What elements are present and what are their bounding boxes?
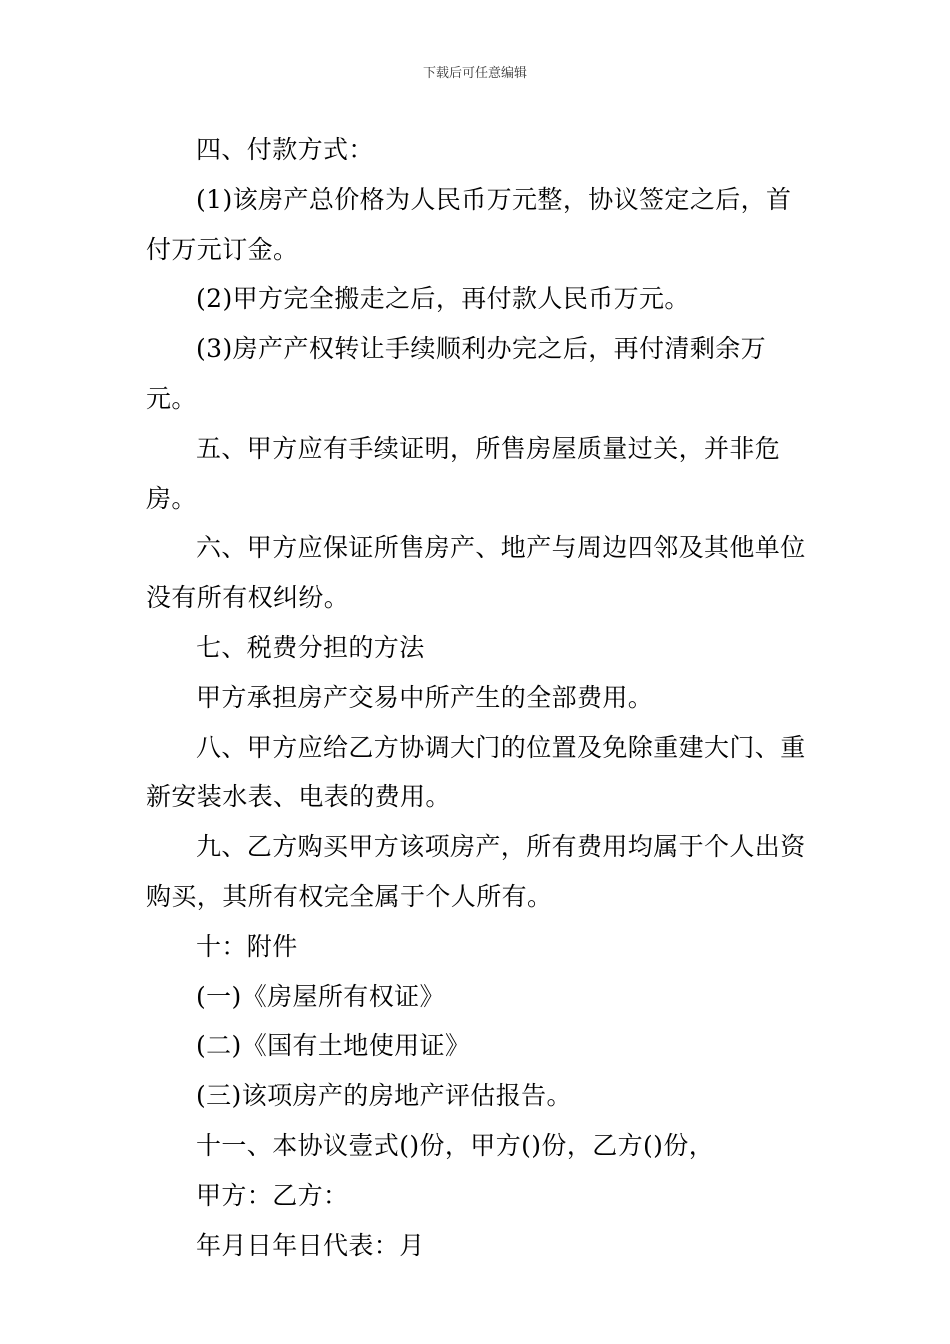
paragraph: 七、税费分担的方法 bbox=[196, 632, 425, 662]
paragraph: 九、乙方购买甲方该项房产，所有费用均属于个人出资购买，其所有权完全属于个人所有。 bbox=[146, 832, 806, 911]
paragraph: (三)该项房产的房地产评估报告。 bbox=[196, 1081, 572, 1111]
document-body bbox=[146, 125, 808, 1270]
paragraph: (一)《房屋所有权证》 bbox=[196, 981, 445, 1011]
paragraph: 十：附件 bbox=[196, 931, 298, 961]
paragraph: 年月日年日代表：月 bbox=[196, 1230, 425, 1260]
paragraph: 六、甲方应保证所售房产、地产与周边四邻及其他单位没有所有权纠纷。 bbox=[146, 533, 806, 613]
paragraph: 八、甲方应给乙方协调大门的位置及免除重建大门、重新安装水表、电表的费用。 bbox=[146, 732, 806, 812]
paragraph: (1)该房产总价格为人民币万元整，协议签定之后，首付万元订金。 bbox=[146, 184, 792, 264]
paragraph: 甲方承担房产交易中所产生的全部费用。 bbox=[196, 682, 654, 712]
paragraph: (3)房产产权转让手续顺利办完之后，再付清剩余万元。 bbox=[146, 334, 767, 413]
paragraph: 五、甲方应有手续证明，所售房屋质量过关，并非危房。 bbox=[146, 433, 781, 513]
paragraph: 甲方：乙方： bbox=[196, 1180, 349, 1210]
paragraph: (2)甲方完全搬走之后，再付款人民币万元。 bbox=[196, 284, 690, 314]
paragraph: 四、付款方式： bbox=[196, 135, 374, 164]
paragraph: (二)《国有土地使用证》 bbox=[196, 1031, 471, 1061]
paragraph: 十一、本协议壹式()份，甲方()份，乙方()份， bbox=[196, 1130, 715, 1160]
page-header: 下载后可任意编辑 bbox=[422, 66, 527, 81]
